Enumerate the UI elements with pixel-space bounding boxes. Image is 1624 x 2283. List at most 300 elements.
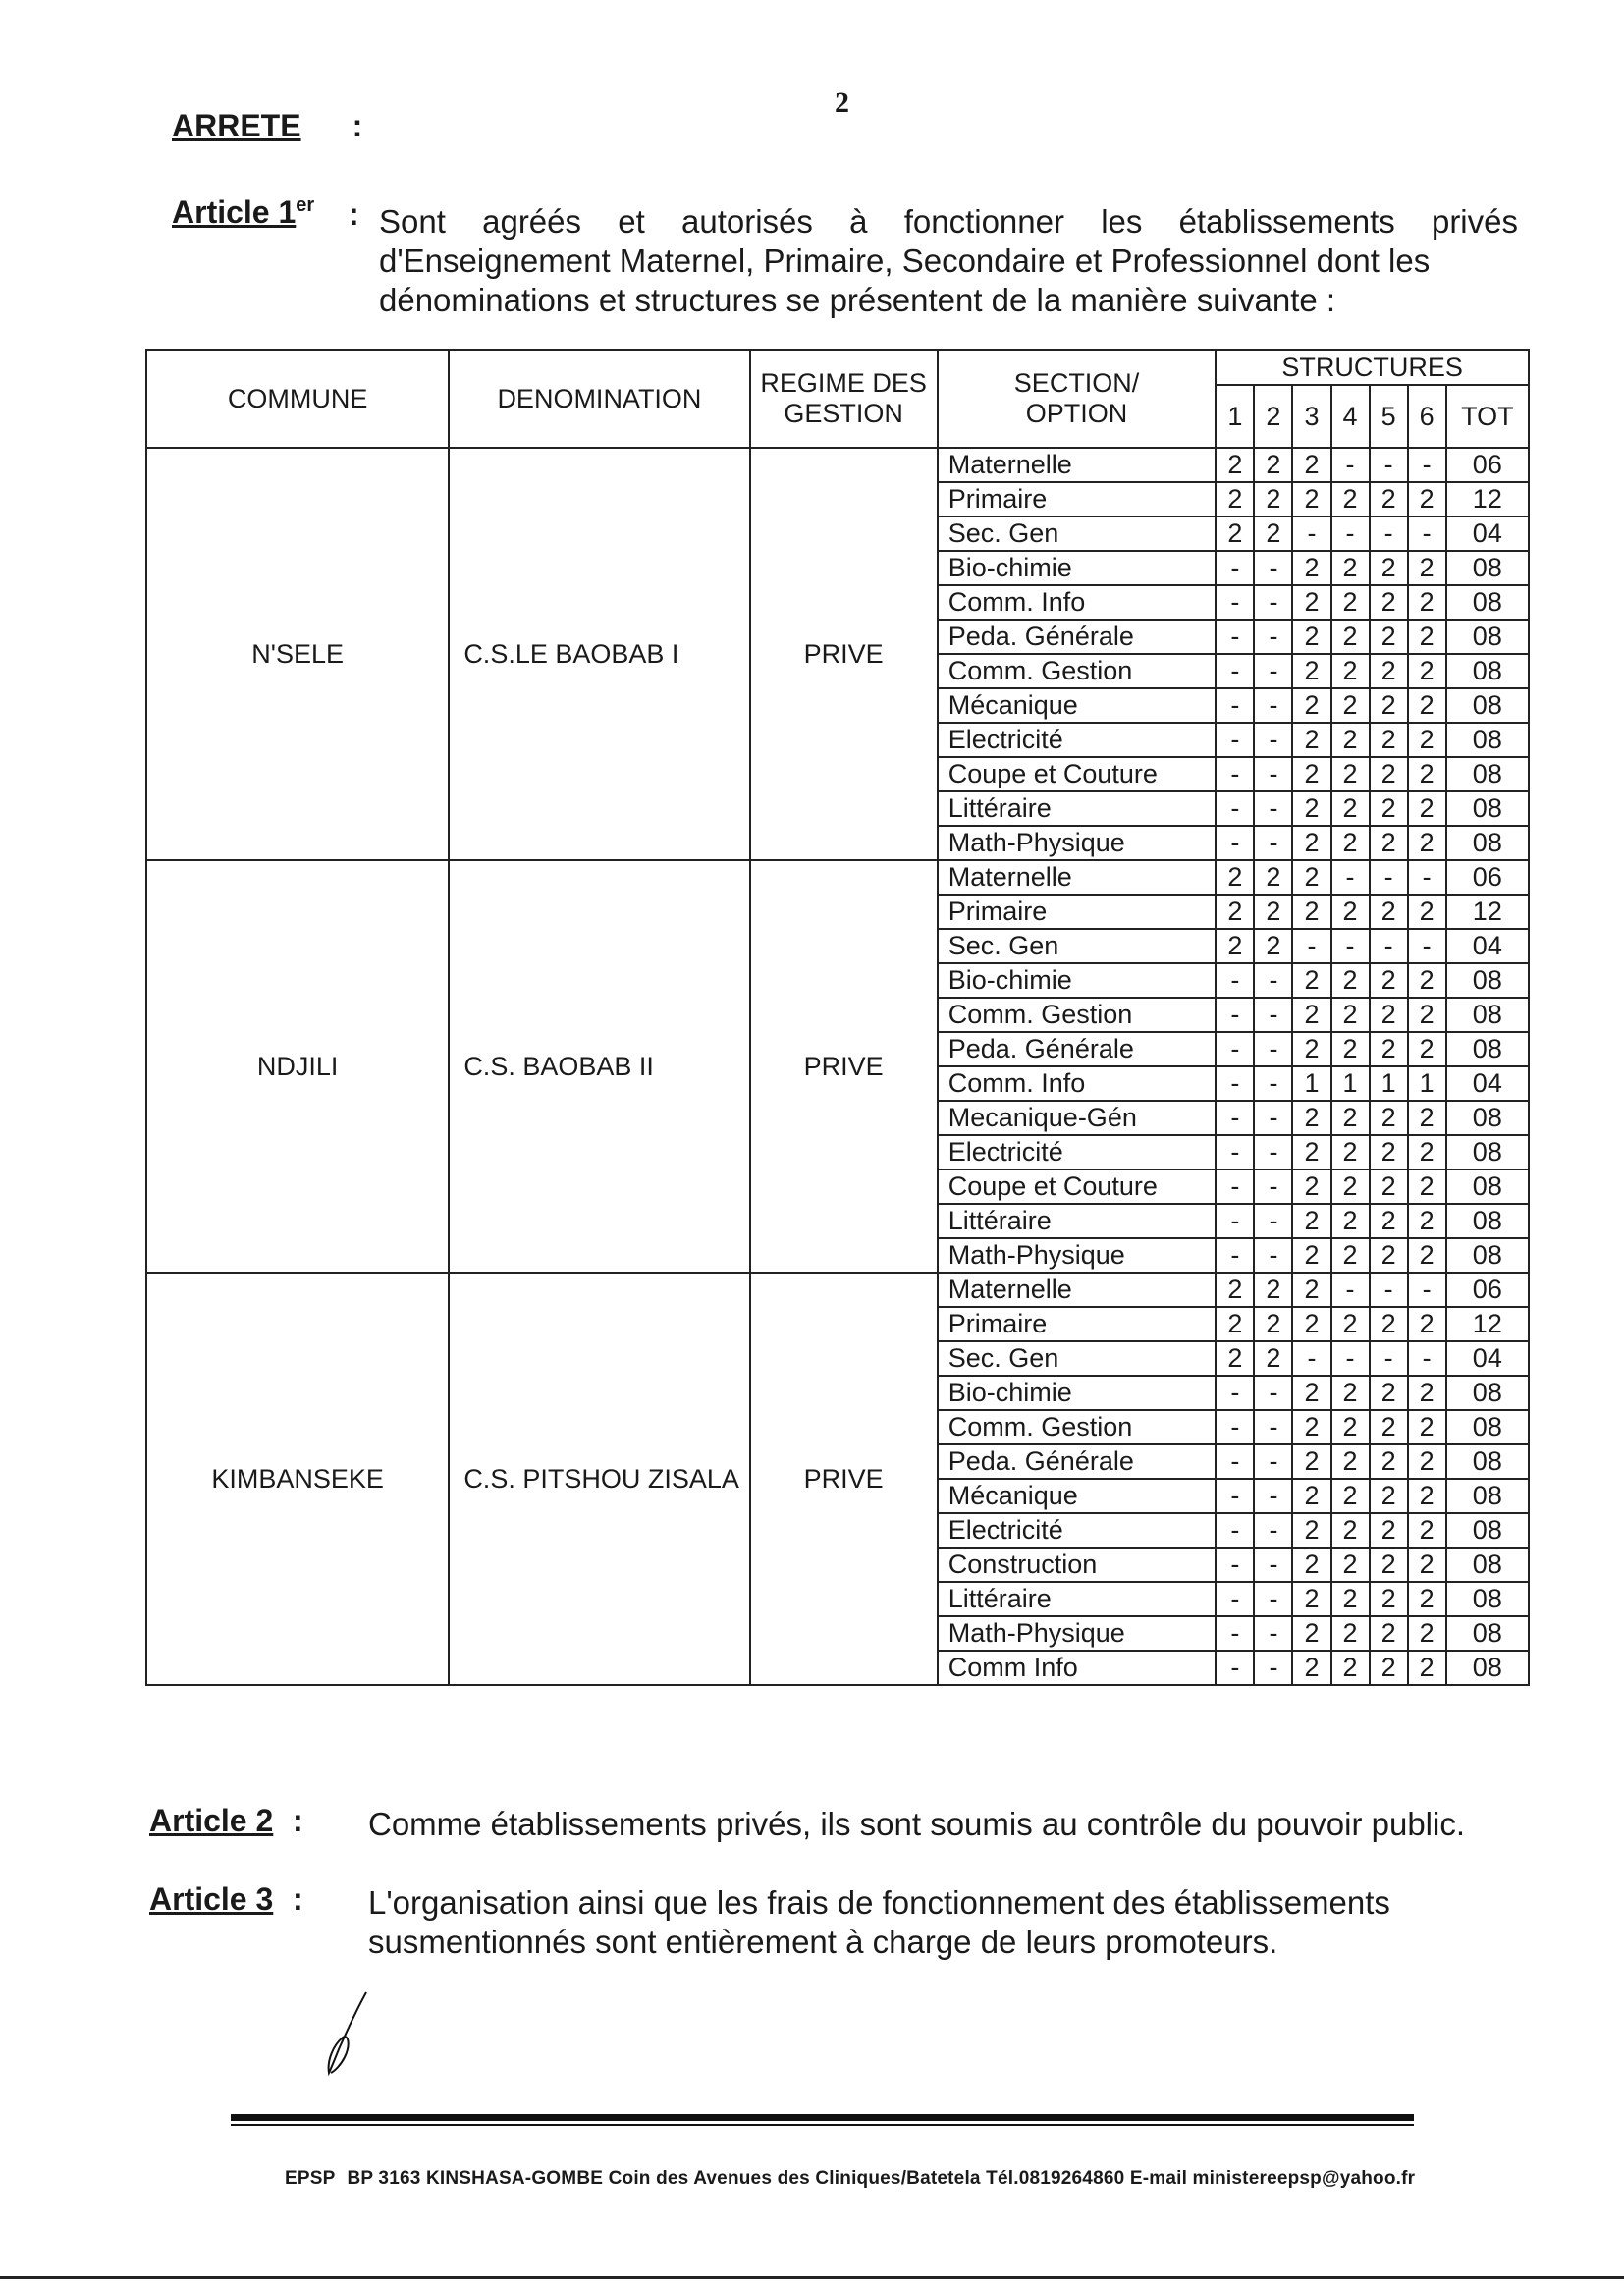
cell-structure-5: 2 [1370, 482, 1408, 516]
cell-structure-4: 2 [1331, 1135, 1370, 1169]
cell-structure-2: 2 [1254, 516, 1292, 551]
cell-structure-2: 2 [1254, 860, 1292, 895]
cell-section: Comm. Gestion [938, 654, 1217, 688]
cell-structure-2: 2 [1254, 929, 1292, 963]
cell-structure-2: - [1254, 654, 1292, 688]
cell-total: 08 [1446, 1410, 1529, 1444]
cell-structure-1: 2 [1216, 482, 1254, 516]
cell-structure-4: 2 [1331, 1307, 1370, 1341]
cell-total: 08 [1446, 1169, 1529, 1204]
cell-structure-3: 2 [1292, 1444, 1330, 1479]
cell-regime: PRIVE [750, 448, 938, 860]
cell-structure-5: 2 [1370, 757, 1408, 791]
cell-structure-2: - [1254, 1066, 1292, 1101]
cell-structure-4: 2 [1331, 654, 1370, 688]
cell-commune: KIMBANSEKE [146, 1273, 449, 1685]
cell-structure-1: - [1216, 1101, 1254, 1135]
cell-denomination: C.S. BAOBAB II [449, 860, 749, 1273]
cell-structure-4: 2 [1331, 620, 1370, 654]
cell-structure-3: 2 [1292, 791, 1330, 826]
cell-section: Sec. Gen [938, 516, 1217, 551]
cell-structure-2: - [1254, 723, 1292, 757]
cell-structure-5: 2 [1370, 585, 1408, 620]
cell-structure-2: - [1254, 1135, 1292, 1169]
cell-section: Math-Physique [938, 1616, 1217, 1651]
cell-structure-5: 2 [1370, 1616, 1408, 1651]
cell-structure-2: - [1254, 1479, 1292, 1513]
cell-structure-1: 2 [1216, 516, 1254, 551]
cell-structure-4: - [1331, 860, 1370, 895]
cell-structure-6: 2 [1408, 654, 1446, 688]
header-col-3: 3 [1292, 385, 1330, 448]
cell-structure-1: - [1216, 1135, 1254, 1169]
cell-structure-4: 2 [1331, 1616, 1370, 1651]
cell-structure-1: - [1216, 654, 1254, 688]
cell-structure-3: 2 [1292, 860, 1330, 895]
cell-section: Mecanique-Gén [938, 1101, 1217, 1135]
cell-total: 12 [1446, 482, 1529, 516]
cell-structure-1: - [1216, 723, 1254, 757]
cell-structure-3: - [1292, 929, 1330, 963]
cell-total: 08 [1446, 654, 1529, 688]
cell-structure-2: - [1254, 1376, 1292, 1410]
cell-structure-6: 2 [1408, 1238, 1446, 1273]
cell-section: Mécanique [938, 688, 1217, 723]
header-section: SECTION/ OPTION [938, 350, 1217, 448]
cell-structure-2: - [1254, 963, 1292, 998]
cell-structure-1: - [1216, 1651, 1254, 1685]
header-col-5: 5 [1370, 385, 1408, 448]
cell-total: 08 [1446, 963, 1529, 998]
cell-section: Coupe et Couture [938, 1169, 1217, 1204]
cell-structure-3: 2 [1292, 1101, 1330, 1135]
cell-structure-4: 2 [1331, 757, 1370, 791]
cell-structure-4: 2 [1331, 1238, 1370, 1273]
cell-structure-6: 2 [1408, 963, 1446, 998]
cell-total: 12 [1446, 895, 1529, 929]
article1-label-sup: er [296, 194, 315, 217]
cell-total: 06 [1446, 860, 1529, 895]
cell-structure-1: 2 [1216, 448, 1254, 482]
cell-structure-5: 2 [1370, 1135, 1408, 1169]
cell-structure-3: 2 [1292, 1582, 1330, 1616]
cell-structure-6: 2 [1408, 1513, 1446, 1548]
cell-structure-1: - [1216, 1032, 1254, 1066]
cell-structure-1: - [1216, 1066, 1254, 1101]
cell-structure-3: 2 [1292, 1410, 1330, 1444]
cell-structure-5: 2 [1370, 998, 1408, 1032]
cell-structure-6: 2 [1408, 1169, 1446, 1204]
cell-structure-6: 2 [1408, 1444, 1446, 1479]
cell-structure-6: 2 [1408, 482, 1446, 516]
cell-structure-5: 2 [1370, 551, 1408, 585]
cell-structure-4: 2 [1331, 1479, 1370, 1513]
cell-structure-1: - [1216, 551, 1254, 585]
cell-commune: NDJILI [146, 860, 449, 1273]
cell-structure-2: - [1254, 1169, 1292, 1204]
cell-total: 04 [1446, 516, 1529, 551]
cell-structure-6: 1 [1408, 1066, 1446, 1101]
header-tot: TOT [1446, 385, 1529, 448]
cell-structure-2: - [1254, 1410, 1292, 1444]
header-regime: REGIME DES GESTION [750, 350, 938, 448]
cell-structure-5: 2 [1370, 1204, 1408, 1238]
cell-structure-3: 2 [1292, 1238, 1330, 1273]
cell-total: 06 [1446, 1273, 1529, 1307]
cell-structure-5: - [1370, 860, 1408, 895]
cell-structure-6: 2 [1408, 1135, 1446, 1169]
table-row [146, 860, 1529, 895]
cell-total: 08 [1446, 1651, 1529, 1685]
header-col-4: 4 [1331, 385, 1370, 448]
cell-section: Mécanique [938, 1479, 1217, 1513]
cell-structure-5: 2 [1370, 1444, 1408, 1479]
cell-structure-5: 2 [1370, 1307, 1408, 1341]
cell-structure-6: 2 [1408, 1582, 1446, 1616]
cell-structure-4: 2 [1331, 963, 1370, 998]
cell-structure-1: - [1216, 826, 1254, 860]
cell-structure-1: - [1216, 1204, 1254, 1238]
article2-label: Article 2 [149, 1803, 274, 1838]
cell-structure-3: 2 [1292, 1169, 1330, 1204]
cell-structure-1: - [1216, 1548, 1254, 1582]
cell-structure-5: 2 [1370, 1479, 1408, 1513]
cell-structure-1: - [1216, 1479, 1254, 1513]
cell-structure-1: - [1216, 1582, 1254, 1616]
cell-total: 08 [1446, 998, 1529, 1032]
cell-total: 08 [1446, 688, 1529, 723]
cell-structure-1: - [1216, 1444, 1254, 1479]
cell-structure-3: 2 [1292, 585, 1330, 620]
cell-total: 08 [1446, 620, 1529, 654]
cell-total: 08 [1446, 1479, 1529, 1513]
cell-structure-2: - [1254, 1204, 1292, 1238]
cell-section: Comm. Info [938, 1066, 1217, 1101]
cell-structure-3: 2 [1292, 1376, 1330, 1410]
cell-structure-6: 2 [1408, 620, 1446, 654]
cell-structure-2: - [1254, 826, 1292, 860]
cell-structure-4: 2 [1331, 585, 1370, 620]
signature-paraph [309, 1988, 378, 2077]
cell-structure-6: - [1408, 516, 1446, 551]
cell-structure-4: - [1331, 448, 1370, 482]
article2-colon: : [293, 1803, 303, 1838]
cell-structure-3: 2 [1292, 1513, 1330, 1548]
structures-table [145, 349, 1530, 1686]
cell-structure-4: 2 [1331, 826, 1370, 860]
cell-structure-1: - [1216, 585, 1254, 620]
cell-structure-5: - [1370, 448, 1408, 482]
cell-total: 04 [1446, 929, 1529, 963]
cell-structure-1: - [1216, 1513, 1254, 1548]
cell-structure-3: 2 [1292, 757, 1330, 791]
cell-structure-6: 2 [1408, 1479, 1446, 1513]
cell-total: 08 [1446, 1032, 1529, 1066]
cell-structure-1: 2 [1216, 1341, 1254, 1376]
cell-structure-5: 2 [1370, 1651, 1408, 1685]
cell-structure-3: 2 [1292, 1032, 1330, 1066]
cell-section: Sec. Gen [938, 1341, 1217, 1376]
cell-structure-4: 2 [1331, 1376, 1370, 1410]
cell-section: Sec. Gen [938, 929, 1217, 963]
cell-section: Comm Info [938, 1651, 1217, 1685]
cell-structure-6: 2 [1408, 1410, 1446, 1444]
cell-section: Electricité [938, 1513, 1217, 1548]
header-commune: COMMUNE [146, 350, 449, 448]
cell-denomination: C.S. PITSHOU ZISALA [449, 1273, 749, 1685]
cell-structure-5: 2 [1370, 1582, 1408, 1616]
cell-structure-6: - [1408, 448, 1446, 482]
cell-structure-4: 2 [1331, 1444, 1370, 1479]
cell-structure-2: 2 [1254, 895, 1292, 929]
cell-structure-4: 1 [1331, 1066, 1370, 1101]
cell-structure-4: - [1331, 1273, 1370, 1307]
cell-structure-4: 2 [1331, 1169, 1370, 1204]
cell-structure-5: 2 [1370, 1169, 1408, 1204]
cell-structure-2: - [1254, 620, 1292, 654]
cell-structure-5: 2 [1370, 1101, 1408, 1135]
table-row [146, 1273, 1529, 1307]
cell-section: Bio-chimie [938, 551, 1217, 585]
cell-structure-3: 2 [1292, 1204, 1330, 1238]
cell-structure-6: 2 [1408, 1307, 1446, 1341]
cell-structure-1: - [1216, 998, 1254, 1032]
cell-structure-4: 2 [1331, 1410, 1370, 1444]
cell-structure-5: 2 [1370, 895, 1408, 929]
cell-structure-6: 2 [1408, 791, 1446, 826]
cell-section: Math-Physique [938, 1238, 1217, 1273]
cell-structure-1: 2 [1216, 860, 1254, 895]
cell-total: 08 [1446, 791, 1529, 826]
header-denomination: DENOMINATION [449, 350, 749, 448]
cell-structure-4: 2 [1331, 1548, 1370, 1582]
cell-structure-4: 2 [1331, 723, 1370, 757]
cell-structure-6: - [1408, 1273, 1446, 1307]
cell-structure-3: 2 [1292, 1273, 1330, 1307]
cell-structure-2: 2 [1254, 1307, 1292, 1341]
cell-structure-4: 2 [1331, 1204, 1370, 1238]
cell-total: 08 [1446, 757, 1529, 791]
cell-structure-2: - [1254, 1651, 1292, 1685]
cell-total: 12 [1446, 1307, 1529, 1341]
cell-section: Littéraire [938, 1582, 1217, 1616]
cell-structure-1: - [1216, 791, 1254, 826]
cell-structure-2: - [1254, 551, 1292, 585]
article1-label [172, 194, 314, 231]
cell-structure-6: 2 [1408, 1101, 1446, 1135]
table-row [146, 448, 1529, 482]
article3-colon: : [293, 1881, 303, 1917]
cell-structure-2: - [1254, 1616, 1292, 1651]
cell-section: Comm. Gestion [938, 998, 1217, 1032]
cell-structure-5: 2 [1370, 1410, 1408, 1444]
cell-section: Littéraire [938, 1204, 1217, 1238]
cell-structure-4: 2 [1331, 688, 1370, 723]
cell-structure-6: 2 [1408, 998, 1446, 1032]
page-number: 2 [835, 86, 849, 119]
cell-structure-1: - [1216, 963, 1254, 998]
cell-structure-4: 2 [1331, 1513, 1370, 1548]
cell-structure-3: 2 [1292, 895, 1330, 929]
cell-structure-6: - [1408, 860, 1446, 895]
article3-label: Article 3 [149, 1881, 274, 1917]
cell-total: 08 [1446, 1616, 1529, 1651]
cell-structure-1: - [1216, 1169, 1254, 1204]
cell-structure-6: 2 [1408, 826, 1446, 860]
cell-total: 04 [1446, 1066, 1529, 1101]
cell-structure-2: - [1254, 1238, 1292, 1273]
cell-section: Maternelle [938, 860, 1217, 895]
cell-structure-2: 2 [1254, 482, 1292, 516]
article1-text [379, 202, 1518, 320]
cell-regime: PRIVE [750, 1273, 938, 1685]
cell-structure-6: 2 [1408, 723, 1446, 757]
cell-structure-2: - [1254, 688, 1292, 723]
cell-structure-5: 2 [1370, 1238, 1408, 1273]
cell-structure-4: 2 [1331, 482, 1370, 516]
article1-label-text: Article 1 [172, 194, 297, 230]
cell-structure-4: - [1331, 929, 1370, 963]
cell-total: 08 [1446, 1101, 1529, 1135]
cell-structure-4: - [1331, 516, 1370, 551]
cell-commune: N'SELE [146, 448, 449, 860]
cell-section: Comm. Info [938, 585, 1217, 620]
cell-structure-5: 2 [1370, 654, 1408, 688]
cell-structure-2: 2 [1254, 448, 1292, 482]
cell-section: Comm. Gestion [938, 1410, 1217, 1444]
cell-structure-5: 2 [1370, 1548, 1408, 1582]
cell-section: Peda. Générale [938, 1444, 1217, 1479]
cell-total: 08 [1446, 1582, 1529, 1616]
cell-structure-1: - [1216, 1376, 1254, 1410]
cell-structure-2: - [1254, 1548, 1292, 1582]
header-structures: STRUCTURES [1216, 350, 1529, 385]
cell-structure-3: 2 [1292, 620, 1330, 654]
article1-colon: : [349, 196, 359, 232]
cell-structure-1: - [1216, 620, 1254, 654]
cell-structure-4: 2 [1331, 895, 1370, 929]
footer-rule-thin [231, 2124, 1414, 2126]
cell-structure-5: 2 [1370, 688, 1408, 723]
arrete-colon: : [352, 108, 363, 143]
cell-structure-5: - [1370, 1341, 1408, 1376]
cell-structure-4: 2 [1331, 998, 1370, 1032]
arrete-label: ARRETE [172, 108, 301, 143]
cell-structure-5: - [1370, 516, 1408, 551]
cell-structure-3: 2 [1292, 482, 1330, 516]
cell-structure-1: - [1216, 757, 1254, 791]
article3-text-body: L'organisation ainsi que les frais de fonctionnement des établissements [368, 1884, 1390, 1921]
cell-structure-6: - [1408, 929, 1446, 963]
cell-structure-2: - [1254, 1032, 1292, 1066]
cell-section: Electricité [938, 1135, 1217, 1169]
article1-text-last: dénominations et structures se présentent de la manière suivante : [379, 282, 1336, 318]
cell-total: 08 [1446, 1135, 1529, 1169]
cell-structure-3: 1 [1292, 1066, 1330, 1101]
cell-total: 04 [1446, 1341, 1529, 1376]
footer-rule-thick [231, 2114, 1414, 2121]
cell-total: 08 [1446, 1238, 1529, 1273]
cell-total: 06 [1446, 448, 1529, 482]
cell-structure-3: 2 [1292, 723, 1330, 757]
article3-text-last: susmentionnés sont entièrement à charge de leurs promoteurs. [368, 1924, 1278, 1960]
cell-structure-4: 2 [1331, 1101, 1370, 1135]
cell-structure-5: 1 [1370, 1066, 1408, 1101]
arrete-heading [172, 108, 362, 144]
cell-structure-2: - [1254, 757, 1292, 791]
cell-total: 08 [1446, 1204, 1529, 1238]
cell-structure-3: 2 [1292, 1479, 1330, 1513]
cell-section: Coupe et Couture [938, 757, 1217, 791]
cell-structure-2: - [1254, 791, 1292, 826]
cell-section: Math-Physique [938, 826, 1217, 860]
cell-structure-5: - [1370, 929, 1408, 963]
cell-structure-3: 2 [1292, 1548, 1330, 1582]
cell-section: Peda. Générale [938, 620, 1217, 654]
cell-structure-1: 2 [1216, 895, 1254, 929]
cell-structure-2: - [1254, 1444, 1292, 1479]
cell-regime: PRIVE [750, 860, 938, 1273]
cell-structure-4: 2 [1331, 1651, 1370, 1685]
cell-structure-5: 2 [1370, 620, 1408, 654]
cell-section: Construction [938, 1548, 1217, 1582]
cell-structure-1: - [1216, 1616, 1254, 1651]
header-col-6: 6 [1408, 385, 1446, 448]
footer-address [285, 2168, 1415, 2190]
cell-section: Primaire [938, 895, 1217, 929]
cell-structure-1: 2 [1216, 1307, 1254, 1341]
cell-total: 08 [1446, 1513, 1529, 1548]
cell-structure-4: 2 [1331, 1582, 1370, 1616]
cell-structure-1: - [1216, 688, 1254, 723]
cell-total: 08 [1446, 1548, 1529, 1582]
cell-structure-2: 2 [1254, 1273, 1292, 1307]
cell-structure-3: 2 [1292, 688, 1330, 723]
cell-structure-6: 2 [1408, 688, 1446, 723]
cell-structure-6: 2 [1408, 585, 1446, 620]
cell-structure-3: 2 [1292, 654, 1330, 688]
cell-structure-1: - [1216, 1410, 1254, 1444]
footer-lead: EPSP [285, 2168, 336, 2189]
cell-structure-2: - [1254, 1513, 1292, 1548]
cell-structure-3: 2 [1292, 1651, 1330, 1685]
cell-section: Maternelle [938, 1273, 1217, 1307]
cell-structure-5: 2 [1370, 1032, 1408, 1066]
cell-structure-6: 2 [1408, 895, 1446, 929]
cell-structure-5: 2 [1370, 723, 1408, 757]
cell-structure-4: 2 [1331, 551, 1370, 585]
cell-denomination: C.S.LE BAOBAB I [449, 448, 749, 860]
cell-structure-5: 2 [1370, 1513, 1408, 1548]
cell-total: 08 [1446, 585, 1529, 620]
table-body [146, 448, 1529, 1685]
cell-structure-4: - [1331, 1341, 1370, 1376]
cell-structure-3: 2 [1292, 448, 1330, 482]
cell-structure-6: 2 [1408, 1376, 1446, 1410]
cell-structure-6: 2 [1408, 1204, 1446, 1238]
cell-section: Primaire [938, 482, 1217, 516]
cell-structure-6: 2 [1408, 1032, 1446, 1066]
cell-structure-3: 2 [1292, 998, 1330, 1032]
cell-structure-5: 2 [1370, 1376, 1408, 1410]
cell-structure-5: 2 [1370, 826, 1408, 860]
cell-structure-2: - [1254, 1101, 1292, 1135]
cell-structure-3: 2 [1292, 826, 1330, 860]
article1-text-body: Sont agréés et autorisés à fonctionner les établissements privés d'Enseignement Maternel, Primaire, Secondaire et Professionnel dont les [379, 203, 1518, 279]
cell-structure-5: - [1370, 1273, 1408, 1307]
cell-structure-6: 2 [1408, 1548, 1446, 1582]
cell-section: Littéraire [938, 791, 1217, 826]
